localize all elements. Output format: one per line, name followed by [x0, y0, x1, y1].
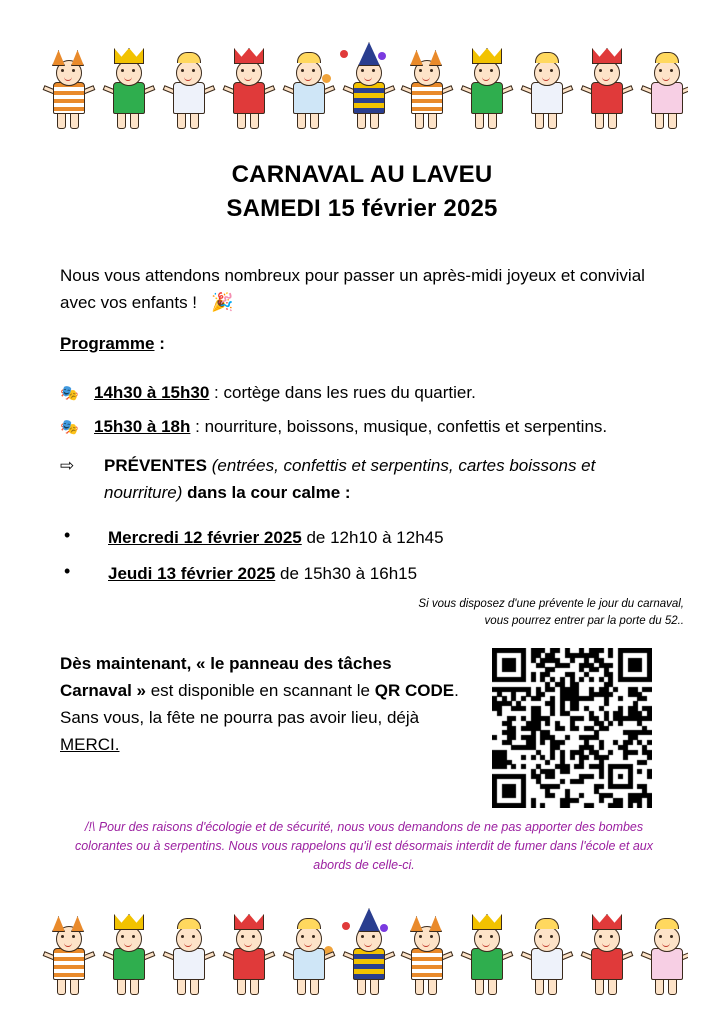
intro-paragraph	[60, 262, 670, 316]
schedule-item	[60, 379, 670, 407]
party-popper-icon: 🎉	[211, 292, 234, 312]
kid-eyes	[301, 69, 315, 72]
kid-eyes	[419, 69, 433, 72]
schedule-item-text	[94, 413, 670, 440]
tiara-icon	[297, 918, 321, 929]
kid-figure	[100, 42, 158, 130]
schedule-separator: :	[190, 417, 205, 436]
tiara-icon	[177, 918, 201, 929]
kid-body	[651, 82, 683, 114]
qr-code-image[interactable]	[492, 648, 652, 808]
poster-title	[0, 158, 724, 226]
cat-ears-icon	[410, 50, 442, 64]
kid-body	[53, 948, 85, 980]
schedule-time: 14h30 à 15h30	[94, 383, 210, 402]
crown-icon	[592, 914, 622, 930]
crown-icon	[472, 48, 502, 64]
schedule-desc: cortège dans les rues du quartier.	[223, 383, 476, 402]
tiara-icon	[297, 52, 321, 63]
kid-eyes	[479, 69, 493, 72]
kid-eyes	[599, 935, 613, 938]
cat-ears-icon	[410, 916, 442, 930]
kid-group-right	[398, 908, 688, 996]
kid-head	[296, 60, 322, 86]
kid-eyes	[241, 69, 255, 72]
date-hours: de 15h30 à 16h15	[275, 564, 418, 583]
qr-paragraph-thanks: MERCI.	[60, 735, 120, 754]
date-item-text	[108, 560, 417, 587]
kid-eyes	[61, 69, 75, 72]
qr-paragraph-part2: est disponible en scannant le	[146, 681, 375, 700]
schedule-item-text	[94, 379, 670, 406]
kid-head	[534, 60, 560, 86]
bullet-icon: •	[64, 561, 71, 581]
kid-body	[471, 948, 503, 980]
kid-eyes	[121, 69, 135, 72]
crown-icon	[114, 48, 144, 64]
programme-heading	[60, 330, 670, 357]
warning-note: /!\ Pour des raisons d'écologie et de sécurité, nous vous demandons de ne pas apporter des bombes colorantes ou à serpentins. Nous vous rappelons qu'il est désormais interdit de fumer dans l'école et aux abords de celle-ci.	[74, 820, 653, 872]
confetti-dot	[380, 924, 388, 932]
qr-paragraph-part3: QR CODE	[374, 681, 455, 700]
kid-figure	[578, 908, 636, 996]
preventes-detail: (entrées, confettis et serpentins, cartes boissons et nourriture)	[104, 456, 596, 502]
prevente-dates-list	[60, 524, 670, 596]
crown-icon	[234, 914, 264, 930]
kid-head	[654, 926, 680, 952]
kid-eyes	[61, 935, 75, 938]
kid-body	[411, 948, 443, 980]
kid-figure	[340, 42, 398, 130]
carnival-kids-border-top	[40, 34, 688, 130]
crown-icon	[592, 48, 622, 64]
mask-icon: 🎭	[60, 385, 79, 402]
kid-figure	[40, 42, 98, 130]
kid-body	[293, 82, 325, 114]
kid-eyes	[659, 935, 673, 938]
kid-eyes	[419, 935, 433, 938]
kid-body	[353, 82, 385, 114]
kid-eyes	[539, 935, 553, 938]
tiara-icon	[655, 52, 679, 63]
side-note-line-2: vous pourrez entrer par la porte du 52..	[484, 615, 684, 627]
date-hours: de 12h10 à 12h45	[301, 528, 444, 547]
kid-eyes	[539, 69, 553, 72]
kid-head	[176, 60, 202, 86]
kid-body	[471, 82, 503, 114]
kid-body	[113, 948, 145, 980]
programme-colon: :	[154, 334, 165, 353]
title-line-1: CARNAVAL AU LAVEU	[231, 161, 493, 188]
tiara-icon	[655, 918, 679, 929]
kid-figure	[220, 908, 278, 996]
date-item-text	[108, 524, 444, 551]
kid-figure	[638, 42, 688, 130]
kid-body	[353, 948, 385, 980]
mask-icon: 🎭	[60, 419, 79, 436]
party-cone-hat-icon	[358, 908, 380, 932]
schedule-list	[60, 379, 670, 447]
tiara-icon	[535, 918, 559, 929]
kid-figure	[160, 908, 218, 996]
kid-figure	[518, 42, 576, 130]
carnival-kids-border-bottom	[40, 900, 688, 996]
kid-body	[113, 82, 145, 114]
qr-paragraph-part1: Dès maintenant, « le panneau des tâches Carnaval »	[60, 654, 392, 700]
intro-text: Nous vous attendons nombreux pour passer un après-midi joyeux et convivial avec vos enfants !	[60, 266, 645, 312]
programme-label: Programme	[60, 334, 155, 353]
confetti-dot	[340, 50, 348, 58]
kid-body	[173, 948, 205, 980]
kid-head	[654, 60, 680, 86]
crown-icon	[234, 48, 264, 64]
kid-body	[173, 82, 205, 114]
side-note-line-1: Si vous disposez d'une prévente le jour du carnaval,	[418, 598, 684, 610]
preventes-tail: dans la cour calme :	[182, 483, 351, 502]
kid-eyes	[361, 935, 375, 938]
kid-eyes	[181, 935, 195, 938]
kid-body	[53, 82, 85, 114]
kid-figure	[40, 908, 98, 996]
kid-eyes	[241, 935, 255, 938]
kid-figure	[100, 908, 158, 996]
cat-ears-icon	[52, 916, 84, 930]
schedule-time: 15h30 à 18h	[94, 417, 191, 436]
kid-eyes	[181, 69, 195, 72]
tiara-icon	[177, 52, 201, 63]
schedule-desc: nourriture, boissons, musique, confettis et serpentins.	[204, 417, 608, 436]
kid-figure	[280, 908, 338, 996]
kid-figure	[458, 42, 516, 130]
list-item	[60, 560, 670, 587]
kid-eyes	[301, 935, 315, 938]
preventes-text	[104, 452, 660, 506]
list-item	[60, 524, 670, 551]
preventes-label: PRÉVENTES	[104, 456, 207, 475]
qr-paragraph-part4: . Sans vous, la fête ne pourra pas avoir lieu, déjà	[60, 681, 459, 727]
confetti-dot	[378, 52, 386, 60]
cat-ears-icon	[52, 50, 84, 64]
date-day: Jeudi 13 février 2025	[108, 564, 276, 583]
kid-eyes	[479, 935, 493, 938]
kid-head	[534, 926, 560, 952]
kid-figure	[340, 908, 398, 996]
qr-code-canvas[interactable]	[492, 648, 652, 808]
kid-body	[651, 948, 683, 980]
kid-head	[176, 926, 202, 952]
preventes-paragraph	[60, 452, 660, 506]
kid-figure	[578, 42, 636, 130]
confetti-dot	[322, 74, 331, 83]
kid-figure	[220, 42, 278, 130]
title-line-2: SAMEDI 15 février 2025	[226, 195, 498, 222]
kid-body	[591, 948, 623, 980]
crown-icon	[114, 914, 144, 930]
kid-eyes	[361, 69, 375, 72]
kid-eyes	[599, 69, 613, 72]
kid-figure	[458, 908, 516, 996]
kid-body	[411, 82, 443, 114]
schedule-separator: :	[209, 383, 224, 402]
schedule-item	[60, 413, 670, 441]
kid-body	[591, 82, 623, 114]
tiara-icon	[535, 52, 559, 63]
kid-body	[233, 82, 265, 114]
kid-eyes	[659, 69, 673, 72]
kid-body	[293, 948, 325, 980]
crown-icon	[472, 914, 502, 930]
date-day: Mercredi 12 février 2025	[108, 528, 302, 547]
qr-paragraph	[60, 650, 460, 758]
arrow-right-icon: ⇨	[60, 456, 75, 475]
kid-figure	[398, 908, 456, 996]
kid-figure	[280, 42, 338, 130]
kid-head	[296, 926, 322, 952]
party-cone-hat-icon	[358, 42, 380, 66]
confetti-dot	[342, 922, 350, 930]
kid-body	[531, 82, 563, 114]
kid-eyes	[121, 935, 135, 938]
kid-body	[233, 948, 265, 980]
kid-body	[531, 948, 563, 980]
kid-figure	[160, 42, 218, 130]
kid-figure	[398, 42, 456, 130]
kid-figure	[518, 908, 576, 996]
bullet-icon: •	[64, 525, 71, 545]
kid-figure	[638, 908, 688, 996]
kid-group-right	[398, 42, 688, 130]
side-note	[300, 596, 684, 630]
